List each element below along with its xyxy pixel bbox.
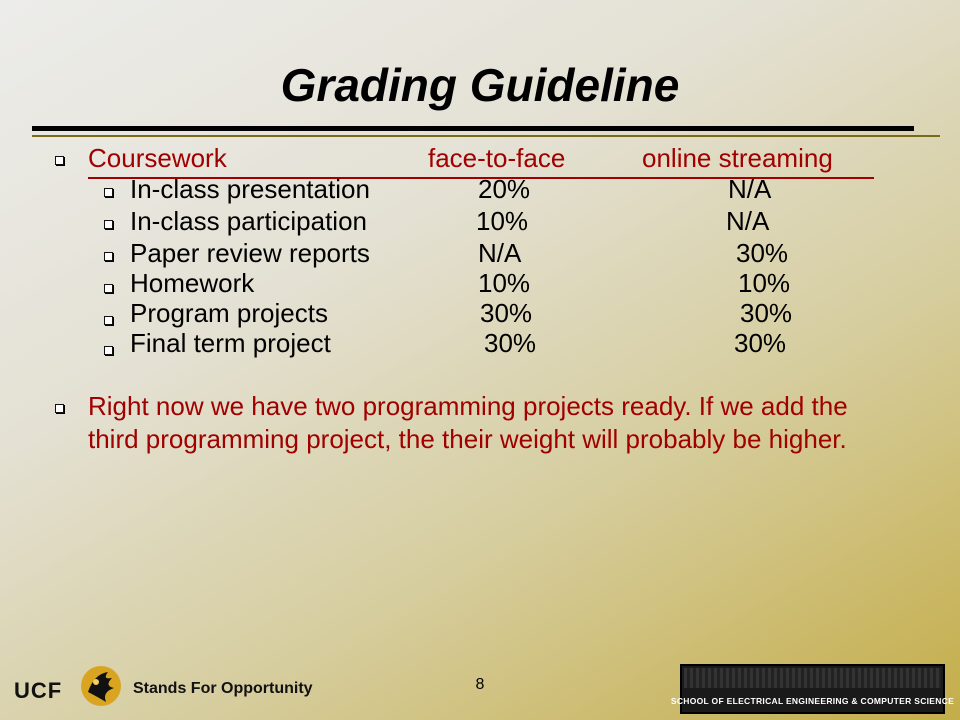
row-f2f: 10% [476,206,529,236]
row-f2f: 10% [478,268,531,298]
row-item: Program projects [130,298,328,328]
row-online: 10% [738,268,791,298]
row-f2f: 20% [478,174,531,204]
department-banner-texture [684,668,941,688]
header-face-to-face: face-to-face [428,143,566,173]
row-f2f: 30% [480,298,533,328]
row-online: N/A [728,174,772,204]
row-item: Paper review reports [130,238,370,268]
bullet-icon [104,316,113,325]
bullet-icon [104,220,113,229]
slide-title: Grading Guideline [280,59,680,111]
row-item: Final term project [130,328,331,358]
row-item: In-class participation [130,206,367,236]
page-number: 8 [475,676,485,693]
note-paragraph: Right now we have two programming projects ready. If we add the third programming project, the their weight will probably be higher. [88,391,848,454]
ucf-logo-text: UCF [14,678,63,703]
row-item: Homework [130,268,255,298]
header-online-streaming: online streaming [642,143,833,173]
pegasus-logo-icon [78,662,124,708]
ucf-tagline: Stands For Opportunity [133,680,313,697]
row-online: 30% [736,238,789,268]
bullet-icon [104,284,113,293]
bullet-icon [104,346,113,355]
row-online: 30% [734,328,787,358]
bullet-icon [55,156,64,165]
row-f2f: 30% [484,328,537,358]
title-divider [32,126,914,131]
row-online: N/A [726,206,770,236]
department-label: SCHOOL OF ELECTRICAL ENGINEERING & COMPUTER SCIENCE [670,696,955,706]
row-online: 30% [740,298,793,328]
bullet-icon [104,188,113,197]
bullet-icon [55,404,64,413]
header-coursework: Coursework [88,143,227,173]
title-divider-accent [32,135,940,137]
row-item: In-class presentation [130,174,370,204]
row-f2f: N/A [478,238,522,268]
bullet-icon [104,252,113,261]
